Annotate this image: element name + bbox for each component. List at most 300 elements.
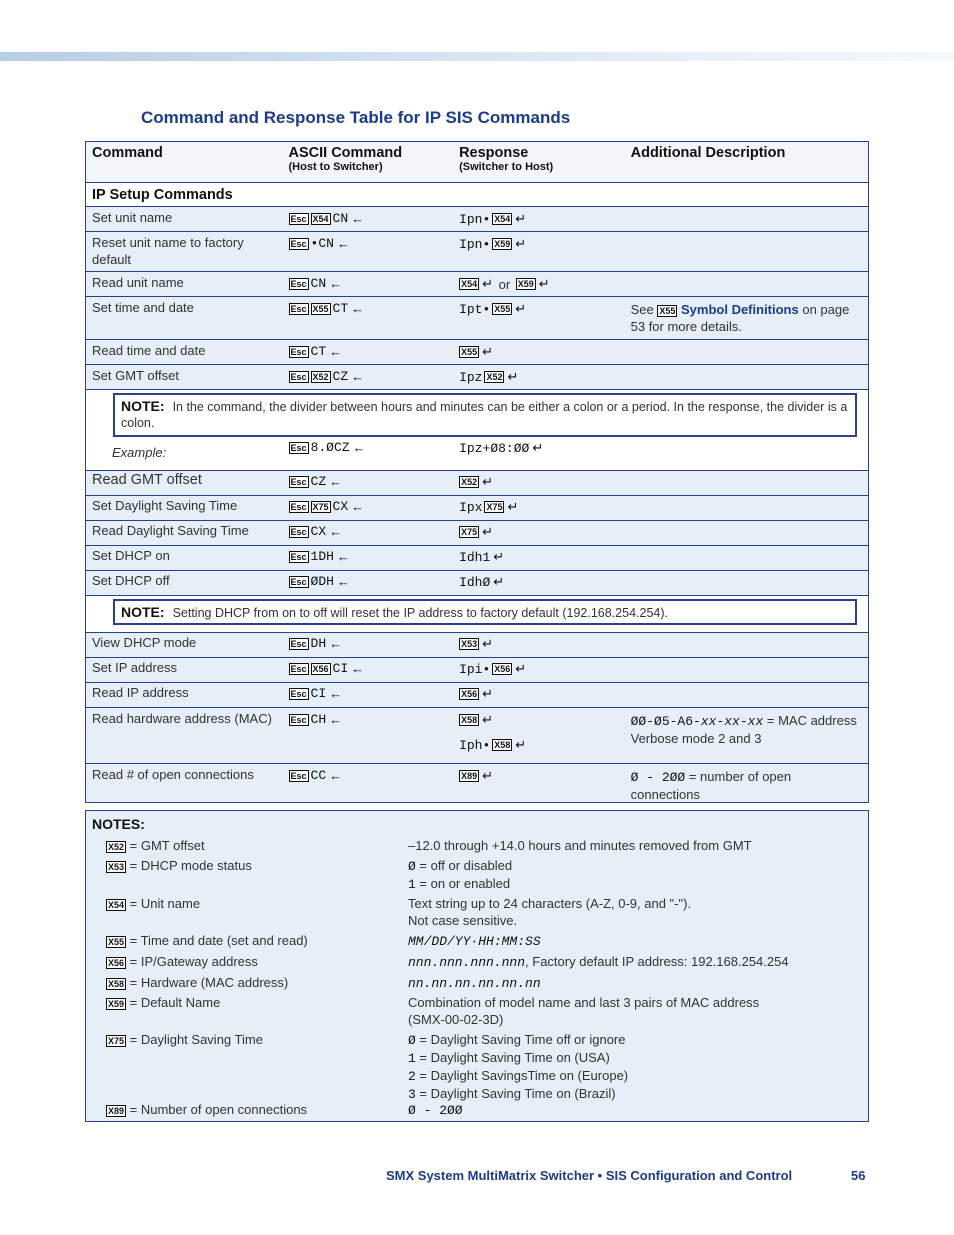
section-row	[86, 182, 868, 206]
table-row	[86, 206, 868, 231]
code-text: DH	[310, 636, 327, 651]
header-response-sub: (Switcher to Host)	[459, 161, 554, 173]
enter-arrow-icon: ←	[329, 344, 343, 359]
notes-code: 1	[408, 877, 416, 892]
response-value	[459, 211, 619, 227]
symbol-key: X75	[312, 501, 329, 512]
desc-text: = number of open connections	[630, 769, 792, 802]
notes-key-name: = Number of open connections	[126, 1102, 308, 1117]
notes-row	[86, 895, 848, 929]
ascii-command	[289, 768, 448, 783]
symbol-key: X56	[312, 663, 329, 674]
notes-key-name: = GMT offset	[126, 838, 205, 853]
notes-text: = off or disabled	[415, 858, 513, 873]
response-cell	[453, 683, 625, 707]
description-cell	[625, 272, 868, 296]
symbol-key: X55	[659, 306, 676, 316]
notes-text: = Daylight Saving Time off or ignore	[415, 1032, 626, 1047]
notes-key-name: = DHCP mode status	[126, 858, 252, 873]
notes-row	[86, 1101, 848, 1119]
return-arrow-icon: ↵	[515, 211, 527, 226]
ascii-cell	[283, 232, 454, 271]
description-cell	[625, 546, 868, 570]
response-value	[459, 276, 619, 292]
return-arrow-icon: ↵	[538, 276, 550, 291]
notes-key-name: = Hardware (MAC address)	[126, 975, 289, 990]
notes-desc-line	[408, 837, 848, 854]
code-text: Ipz	[459, 369, 483, 385]
table-row	[86, 632, 868, 657]
symbol-key: X54	[461, 279, 478, 289]
ascii-cell	[283, 683, 454, 707]
enter-arrow-icon: ←	[352, 440, 366, 455]
table-row	[86, 271, 868, 296]
section-title: IP Setup Commands	[92, 186, 233, 203]
symbol-key: Esc	[290, 551, 307, 562]
response-value	[459, 686, 619, 702]
notes-code: 2	[408, 1069, 416, 1084]
code-text: Ipt•	[459, 301, 491, 317]
enter-arrow-icon: ←	[329, 524, 343, 539]
symbol-key: X59	[494, 239, 511, 249]
notes-text: = on or enabled	[415, 876, 511, 891]
notes-key-label	[86, 974, 408, 992]
notes-key-description	[408, 857, 848, 893]
note-box	[113, 393, 857, 437]
enter-arrow-icon: ←	[329, 768, 343, 783]
return-arrow-icon: ↵	[482, 344, 493, 359]
note-box	[113, 599, 857, 625]
code-text: 1DH	[310, 549, 334, 564]
response-cell	[453, 297, 625, 339]
symbol-key: X89	[108, 1106, 125, 1116]
notes-desc-line	[408, 1031, 848, 1049]
symbol-key: Esc	[290, 526, 307, 537]
notes-desc-line	[408, 953, 848, 971]
notes-key-description	[408, 932, 848, 950]
code-text: CZ	[332, 369, 349, 384]
table-row	[86, 296, 868, 339]
notes-key-label	[86, 895, 408, 929]
notes-desc-line	[408, 1101, 848, 1119]
table-row	[86, 364, 868, 389]
code-text: CT	[310, 344, 327, 359]
code-text: CZ	[310, 474, 327, 489]
symbol-key: X55	[312, 303, 329, 314]
notes-title: NOTES:	[92, 816, 145, 832]
notes-key-name: = Time and date (set and read)	[126, 933, 308, 948]
symbol-definitions-link: Symbol Definitions	[677, 302, 799, 317]
description-cell	[625, 521, 868, 545]
note-text: In the command, the divider between hours and minutes can be either a colon or a period. In the response, the divider is a colon.	[121, 400, 848, 430]
desc-text-line2: Verbose mode 2 and 3	[630, 731, 762, 746]
ascii-command	[289, 211, 448, 226]
response-cell	[453, 232, 625, 271]
symbol-key: X56	[108, 958, 125, 968]
symbol-key: Esc	[290, 576, 307, 587]
symbol-key: Esc	[290, 688, 307, 699]
notes-text: –12.0 through +14.0 hours and minutes removed from GMT	[408, 838, 752, 853]
desc-code: ØØ-Ø5-A6-	[630, 714, 701, 729]
enter-arrow-icon: ←	[329, 686, 343, 701]
ascii-command	[289, 301, 448, 316]
symbol-key: X53	[108, 862, 125, 872]
notes-text: (SMX-00-02-3D)	[408, 1012, 504, 1027]
description-cell	[625, 764, 868, 802]
code-text: CI	[332, 661, 349, 676]
symbol-key: Esc	[290, 501, 307, 512]
response-cell	[453, 440, 625, 470]
enter-arrow-icon: ←	[351, 369, 365, 384]
command-table	[85, 141, 869, 803]
notes-key-label	[86, 953, 408, 971]
response-cell	[453, 571, 625, 595]
notes-text: = Daylight Saving Time on (Brazil)	[415, 1086, 616, 1101]
command-cell: Set IP address	[92, 660, 178, 675]
ascii-command	[289, 524, 448, 539]
enter-arrow-icon: ←	[336, 549, 350, 564]
symbol-key: X53	[461, 639, 478, 649]
response-value	[459, 344, 619, 360]
response-cell	[453, 633, 625, 657]
notes-code-italic: nnn.nnn.nnn.nnn	[408, 955, 526, 970]
header-response	[453, 142, 625, 182]
symbol-key: X52	[486, 372, 503, 382]
description-cell	[625, 658, 868, 682]
return-arrow-icon: ↵	[507, 369, 519, 384]
command-cell: Set Daylight Saving Time	[92, 498, 238, 513]
symbol-key: X58	[461, 715, 478, 725]
notes-row	[86, 1031, 848, 1103]
response-cell	[453, 471, 625, 495]
response-value	[459, 499, 619, 515]
return-arrow-icon: ↵	[482, 636, 493, 651]
symbol-key: Esc	[290, 371, 307, 382]
response-cell	[453, 272, 625, 296]
desc-text: = MAC address	[763, 713, 857, 728]
notes-desc-line	[408, 1011, 848, 1028]
ascii-cell	[283, 521, 454, 545]
footer-text: SMX System MultiMatrix Switcher • SIS Configuration and Control	[386, 1168, 793, 1183]
symbol-key: Esc	[290, 638, 307, 649]
symbol-key: X75	[461, 527, 478, 537]
symbol-key: X75	[486, 502, 503, 512]
description-cell	[625, 571, 868, 595]
ascii-cell	[283, 764, 454, 802]
notes-row	[86, 974, 848, 992]
notes-text: , Factory default IP address: 192.168.254.254	[525, 954, 789, 969]
notes-desc-line	[408, 912, 848, 929]
page-title: Command and Response Table for IP SIS Commands	[141, 108, 571, 127]
notes-desc-line	[408, 875, 848, 893]
code-text: CN	[332, 211, 349, 226]
ascii-cell	[283, 708, 454, 763]
header-ascii	[283, 142, 454, 182]
code-text: CT	[332, 301, 349, 316]
return-arrow-icon: ↵	[482, 474, 493, 489]
notes-desc-line	[408, 857, 848, 875]
notes-key-name: = IP/Gateway address	[126, 954, 258, 969]
notes-box	[85, 810, 869, 1122]
notes-code: 1	[408, 1051, 416, 1066]
symbol-key: X54	[494, 214, 511, 224]
table-header-row	[86, 142, 868, 182]
symbol-key: X55	[494, 304, 511, 314]
ascii-cell	[283, 207, 454, 231]
ascii-command	[289, 686, 448, 701]
page-number: 56	[851, 1168, 866, 1183]
response-value	[459, 440, 619, 456]
ascii-command	[289, 369, 448, 384]
ascii-command	[289, 276, 448, 291]
symbol-key: X75	[108, 1036, 125, 1046]
code-text: Idh1	[459, 549, 491, 565]
notes-code: 3	[408, 1087, 416, 1102]
command-cell: Example:	[112, 445, 167, 460]
table-row	[86, 570, 868, 595]
symbol-key: X56	[494, 664, 511, 674]
notes-row	[86, 932, 848, 950]
code-text: •CN	[310, 236, 334, 251]
response-value	[459, 768, 619, 784]
code-text: CH	[310, 712, 327, 727]
ascii-command	[289, 549, 448, 564]
ascii-command	[289, 712, 448, 727]
description-cell	[625, 297, 868, 339]
table-row	[86, 707, 868, 763]
return-arrow-icon: ↵	[515, 737, 527, 752]
ascii-command	[289, 574, 448, 589]
ascii-command	[289, 236, 448, 251]
notes-key-name: = Daylight Saving Time	[126, 1032, 263, 1047]
description-cell	[625, 340, 868, 364]
code-text: CI	[310, 686, 327, 701]
command-cell: Read # of open connections	[92, 767, 254, 782]
notes-text: Combination of model name and last 3 pairs of MAC address	[408, 995, 760, 1010]
response-value	[459, 524, 619, 540]
notes-key-description	[408, 1101, 848, 1119]
command-cell: View DHCP mode	[92, 635, 197, 650]
command-cell: Read time and date	[92, 343, 206, 358]
enter-arrow-icon: ←	[336, 574, 350, 589]
symbol-key: Esc	[290, 213, 307, 224]
notes-key-name: = Default Name	[126, 995, 221, 1010]
command-cell: Read GMT offset	[92, 472, 202, 488]
code-text: Ipz+Ø8:ØØ	[459, 440, 530, 456]
notes-desc-line	[408, 974, 848, 992]
code-text: Ipn•	[459, 211, 491, 227]
notes-code-italic: MM/DD/YY·HH:MM:SS	[408, 934, 541, 949]
header-response-label: Response	[459, 145, 529, 161]
symbol-key: X89	[461, 771, 478, 781]
description-cell	[625, 708, 868, 763]
return-arrow-icon: ↵	[482, 686, 493, 701]
ascii-cell	[283, 496, 454, 520]
command-cell: Set GMT offset	[92, 368, 179, 383]
symbol-key: X59	[517, 279, 534, 289]
return-arrow-icon: ↵	[482, 276, 493, 291]
notes-desc-line	[408, 932, 848, 950]
desc-text: on page 53 for more details.	[630, 302, 850, 334]
description-cell	[625, 496, 868, 520]
enter-arrow-icon: ←	[329, 276, 343, 291]
enter-arrow-icon: ←	[351, 301, 365, 316]
description-cell	[625, 365, 868, 389]
table-row	[86, 520, 868, 545]
notes-desc-line	[408, 1067, 848, 1085]
command-cell: Read IP address	[92, 685, 189, 700]
notes-code-italic: nn.nn.nn.nn.nn.nn	[408, 976, 541, 991]
code-text: Iph•	[459, 737, 491, 753]
table-body	[86, 206, 868, 802]
notes-desc-line	[408, 1049, 848, 1067]
notes-key-description	[408, 953, 848, 971]
ascii-cell	[283, 365, 454, 389]
enter-arrow-icon: ←	[336, 236, 350, 251]
description-cell	[625, 683, 868, 707]
response-value	[459, 474, 619, 490]
header-ascii-label: ASCII Command	[288, 145, 403, 161]
ascii-cell	[283, 340, 454, 364]
code-text: Ipi•	[459, 661, 491, 677]
code-text: IdhØ	[459, 574, 491, 590]
command-cell: Reset unit name to factory default	[92, 235, 244, 267]
note-label: NOTE:	[121, 604, 165, 620]
symbol-key: X58	[108, 979, 125, 989]
command-cell: Read hardware address (MAC)	[92, 711, 272, 726]
desc-code-italic: xx-xx-xx	[700, 714, 764, 729]
symbol-key: X54	[312, 213, 329, 224]
note-row	[86, 595, 868, 632]
table-row	[86, 657, 868, 682]
ascii-cell	[283, 272, 454, 296]
notes-desc-line	[408, 895, 848, 912]
response-value	[459, 549, 619, 565]
notes-row	[86, 857, 848, 893]
response-cell	[453, 207, 625, 231]
symbol-key: Esc	[290, 442, 307, 453]
return-arrow-icon: ↵	[515, 301, 527, 316]
notes-key-description	[408, 895, 848, 929]
symbol-key: Esc	[290, 346, 307, 357]
ascii-command	[289, 440, 448, 455]
table-row	[86, 231, 868, 271]
symbol-key: Esc	[290, 714, 307, 725]
response-cell	[453, 521, 625, 545]
symbol-key: X56	[461, 689, 478, 699]
description-cell	[625, 633, 868, 657]
response-value	[459, 369, 619, 385]
notes-text: Not case sensitive.	[408, 913, 518, 928]
symbol-key: X54	[108, 900, 125, 910]
table-row	[86, 682, 868, 707]
notes-key-label	[86, 932, 408, 950]
symbol-key: X58	[494, 740, 511, 750]
table-row	[86, 545, 868, 570]
notes-key-label	[86, 994, 408, 1028]
response-value	[459, 636, 619, 652]
ascii-cell	[283, 658, 454, 682]
return-arrow-icon: ↵	[482, 712, 493, 727]
table-row	[86, 339, 868, 364]
enter-arrow-icon: ←	[351, 211, 365, 226]
command-cell: Set time and date	[92, 300, 194, 315]
description-cell	[625, 207, 868, 231]
response-cell	[453, 708, 625, 763]
response-cell	[453, 658, 625, 682]
return-arrow-icon: ↵	[493, 574, 505, 589]
ascii-cell	[283, 571, 454, 595]
note-text: Setting DHCP from on to off will reset the IP address to factory default (192.168.254.254).	[172, 606, 668, 620]
code-text: CX	[310, 524, 327, 539]
notes-key-description	[408, 837, 848, 854]
notes-text: = Daylight SavingsTime on (Europe)	[415, 1068, 629, 1083]
enter-arrow-icon: ←	[329, 474, 343, 489]
enter-arrow-icon: ←	[329, 636, 343, 651]
code-text: Ipn•	[459, 236, 491, 252]
response-value	[459, 712, 619, 728]
code-text: ØDH	[310, 574, 334, 589]
table-row	[86, 440, 868, 470]
ascii-cell	[283, 633, 454, 657]
enter-arrow-icon: ←	[329, 712, 343, 727]
code-text: 8.ØCZ	[310, 440, 350, 455]
return-arrow-icon: ↵	[515, 661, 527, 676]
notes-key-label	[86, 1031, 408, 1103]
notes-row	[86, 837, 848, 854]
table-row	[86, 763, 868, 802]
response-cell	[453, 340, 625, 364]
note-row	[86, 389, 868, 440]
desc-code: Ø - 2ØØ	[630, 770, 686, 785]
notes-row	[86, 994, 848, 1028]
enter-arrow-icon: ←	[351, 499, 365, 514]
header-ascii-sub: (Host to Switcher)	[288, 161, 383, 173]
response-value	[459, 661, 619, 677]
ascii-command	[289, 636, 448, 651]
command-cell: Set DHCP on	[92, 548, 170, 563]
return-arrow-icon: ↵	[493, 549, 505, 564]
symbol-key: X52	[312, 371, 329, 382]
symbol-key: Esc	[290, 303, 307, 314]
command-cell: Read unit name	[92, 275, 184, 290]
description-cell	[625, 440, 868, 470]
ascii-cell	[283, 471, 454, 495]
description-cell	[625, 471, 868, 495]
symbol-key: X55	[461, 347, 478, 357]
notes-code: Ø - 2ØØ	[408, 1103, 463, 1118]
code-text: CN	[310, 276, 327, 291]
response-cell	[453, 764, 625, 802]
notes-key-description	[408, 974, 848, 992]
symbol-key: Esc	[290, 238, 307, 249]
notes-key-label	[86, 837, 408, 854]
ascii-command	[289, 344, 448, 359]
response-value	[459, 301, 619, 317]
symbol-key: X55	[108, 937, 125, 947]
notes-code: Ø	[408, 859, 416, 874]
header-gradient-bar	[0, 52, 954, 61]
symbol-key: Esc	[290, 663, 307, 674]
notes-text: = Daylight Saving Time on (USA)	[415, 1050, 610, 1065]
notes-desc-line	[408, 994, 848, 1011]
header-description: Additional Description	[630, 145, 786, 161]
return-arrow-icon: ↵	[515, 236, 527, 251]
ascii-cell	[283, 440, 454, 470]
return-arrow-icon: ↵	[482, 768, 493, 783]
symbol-key: X52	[108, 842, 125, 852]
response-value-verbose	[459, 737, 619, 753]
